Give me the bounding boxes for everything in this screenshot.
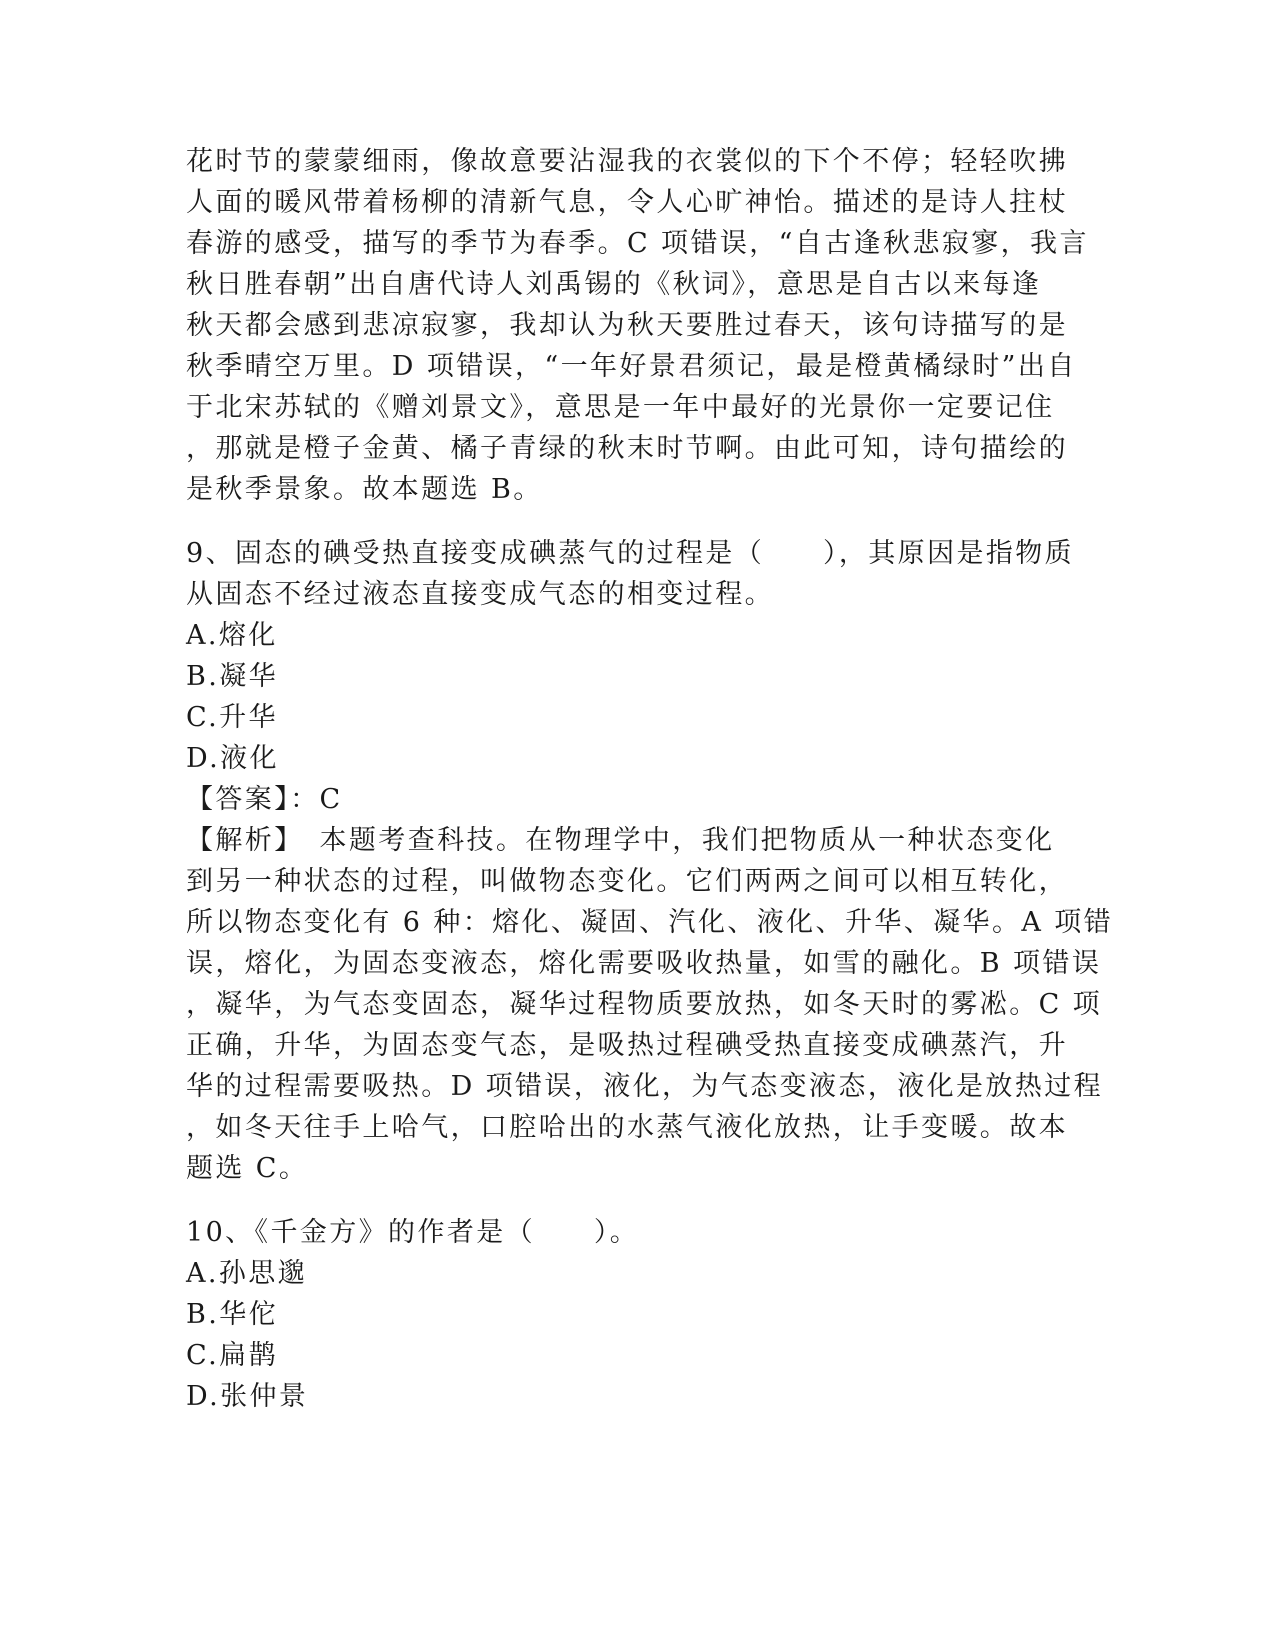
question-9-analysis: 到另一种状态的过程，叫做物态变化。它们两两之间可以相互转化， [186,866,1068,897]
question-9-analysis: 所以物态变化有 6 种：熔化、凝固、汽化、液化、升华、凝华。A 项错 [186,907,1114,938]
explanation-line: 春游的感受，描写的季节为春季。C 项错误，“自古逢秋悲寂寥，我言 [186,228,1089,259]
question-9-option-a: A.熔化 [186,620,278,651]
question-9-analysis: ，如冬天往手上哈气，口腔哈出的水蒸气液化放热，让手变暖。故本 [186,1112,1068,1143]
explanation-line: 花时节的蒙蒙细雨，像故意要沾湿我的衣裳似的下个不停；轻轻吹拂 [186,146,1068,177]
question-9-answer: 【答案】：C [186,784,343,815]
question-9-analysis: 华的过程需要吸热。D 项错误，液化，为气态变液态，液化是放热过程 [186,1071,1104,1102]
question-9-option-c: C.升华 [186,702,278,733]
explanation-line: 秋日胜春朝”出自唐代诗人刘禹锡的《秋词》，意思是自古以来每逢 [186,269,1042,300]
question-10-option-d: D.张仲景 [186,1381,309,1412]
explanation-line: 是秋季景象。故本题选 B。 [186,474,543,505]
question-9-analysis: 【解析】 本题考查科技。在物理学中，我们把物质从一种状态变化 [186,825,1055,856]
question-10-option-a: A.孙思邈 [186,1258,308,1289]
question-9-analysis: 正确，升华，为固态变气态，是吸热过程碘受热直接变成碘蒸汽，升 [186,1030,1068,1061]
question-10-option-b: B.华佗 [186,1299,279,1330]
question-10-option-c: C.扁鹊 [186,1340,278,1371]
question-9-analysis: ，凝华，为气态变固态，凝华过程物质要放热，如冬天时的雾凇。C 项 [186,989,1103,1020]
question-9-option-b: B.凝华 [186,661,279,692]
question-9-stem: 9、固态的碘受热直接变成碘蒸气的过程是（ ），其原因是指物质 [186,538,1075,569]
question-9-option-d: D.液化 [186,743,279,774]
explanation-line: ，那就是橙子金黄、橘子青绿的秋末时节啊。由此可知，诗句描绘的 [186,433,1068,464]
question-9-analysis: 题选 C。 [186,1153,309,1184]
question-9-analysis: 误，熔化，为固态变液态，熔化需要吸收热量，如雪的融化。B 项错误 [186,948,1102,979]
question-9-stem: 从固态不经过液态直接变成气态的相变过程。 [186,579,774,610]
explanation-line: 秋天都会感到悲凉寂寥，我却认为秋天要胜过春天，该句诗描写的是 [186,310,1068,341]
explanation-line: 人面的暖风带着杨柳的清新气息，令人心旷神怡。描述的是诗人拄杖 [186,187,1068,218]
explanation-line: 于北宋苏轼的《赠刘景文》，意思是一年中最好的光景你一定要记住 [186,392,1055,423]
explanation-line: 秋季晴空万里。D 项错误，“一年好景君须记，最是橙黄橘绿时”出自 [186,351,1077,382]
question-10-stem: 10、《千金方》的作者是（ ）。 [186,1217,640,1248]
